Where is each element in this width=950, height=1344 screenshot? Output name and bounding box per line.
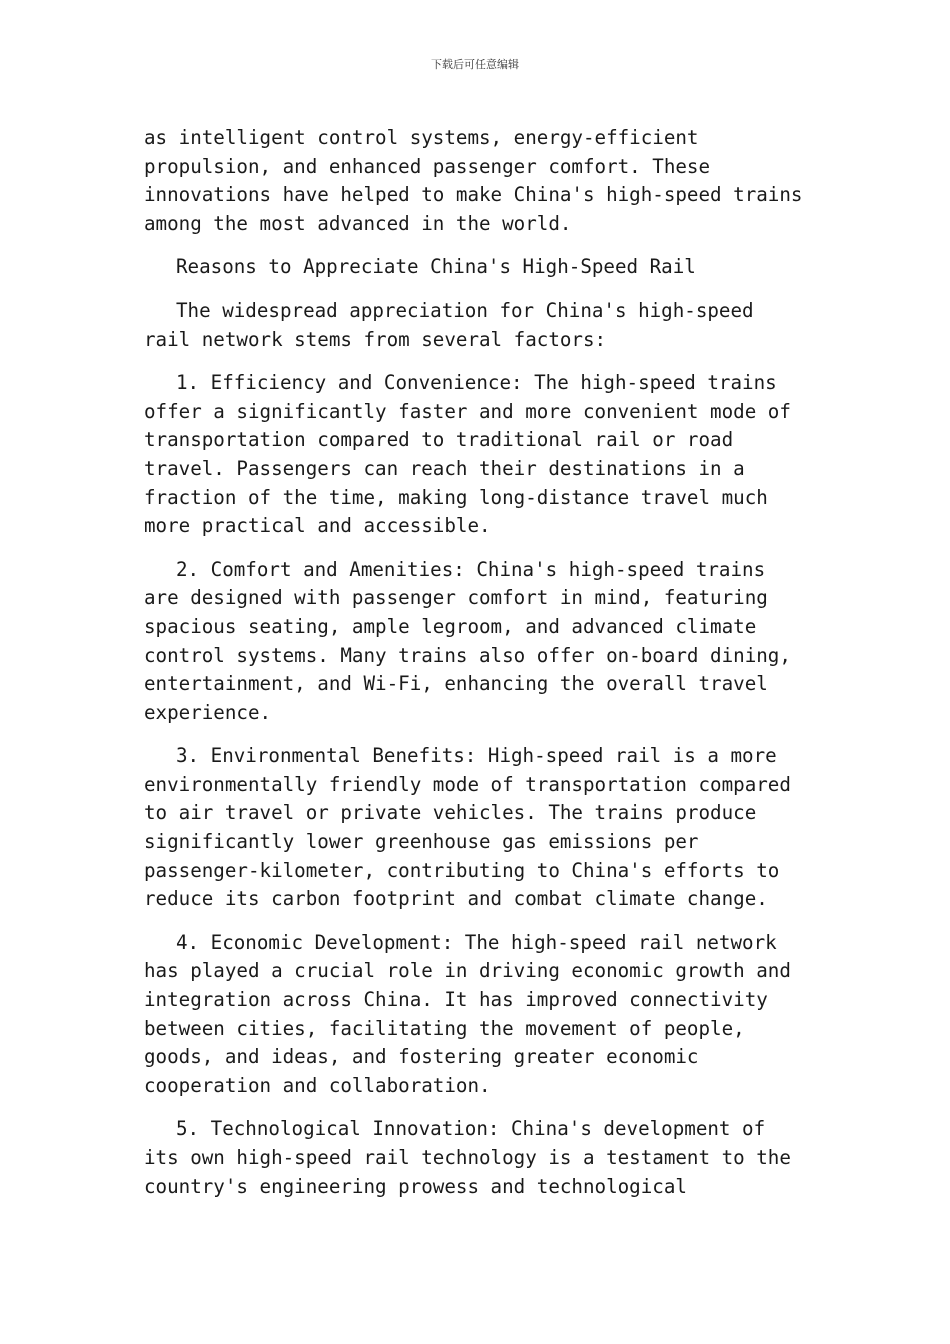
paragraph-continuation: as intelligent control systems, energy-efficient propulsion, and enhanced passenger comfort. These innovations have helped to make China's high-speed trains among the most advanced in the world. <box>144 126 803 235</box>
list-item-efficiency: 1. Efficiency and Convenience: The high-speed trains offer a significantly faster and more convenient mode of transportation compared to traditional rail or road travel. Passengers can reach their destinations in a fraction of the time, making long-distance travel much more practical and accessible. <box>144 371 791 538</box>
list-item-comfort: 2. Comfort and Amenities: China's high-speed trains are designed with passenger comfort in mind, featuring spacious seating, ample legroom, and advanced climate control systems. Many trains also offer on-board dining, entertainment, and Wi-Fi, enhancing the overall travel experience. <box>144 557 791 724</box>
list-item-technology: 5. Technological Innovation: China's development of its own high-speed rail technology is a testament to the country's engineering prowess and technological <box>144 1117 791 1198</box>
section-heading: Reasons to Appreciate China's High-Speed Rail <box>176 255 696 279</box>
document-body <box>144 124 809 1216</box>
paragraph-intro: The widespread appreciation for China's high-speed rail network stems from several factors: <box>144 298 754 351</box>
page-header-note: 下载后可任意编辑 <box>431 58 519 71</box>
list-item-environment: 3. Environmental Benefits: High-speed rail is a more environmentally friendly mode of transportation compared to air travel or private vehicles. The trains produce significantly lower greenhouse gas emissions per passenger-kilometer, contributing to China's efforts to reduce its carbon footprint and combat climate change. <box>144 744 791 911</box>
list-item-economy: 4. Economic Development: The high-speed rail network has played a crucial role in driving economic growth and integration across China. It has improved connectivity between cities, facilitating the movement of people, goods, and ideas, and fostering greater economic cooperation and collaboration. <box>144 930 791 1097</box>
